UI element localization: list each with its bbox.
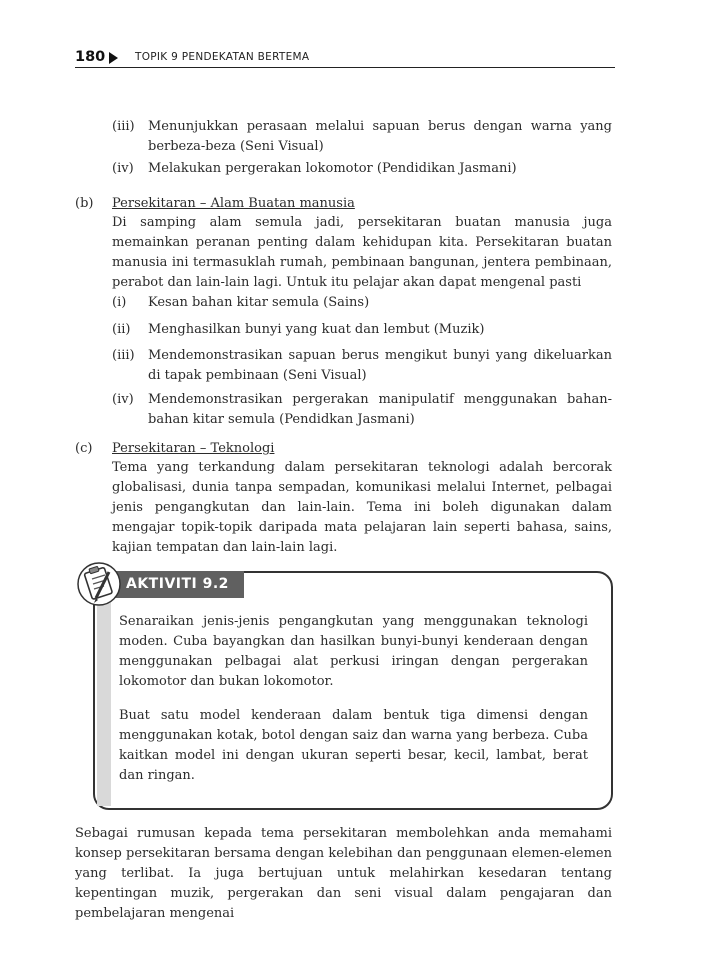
activity-side-shade bbox=[97, 596, 111, 806]
list-item bbox=[112, 390, 612, 430]
list-item-text: Kesan bahan kitar semula (Sains) bbox=[148, 295, 370, 310]
section-b-paragraph: Di samping alam semula jadi, persekitaran buatan manusia juga memainkan peranan penting dalam kehidupan kita. Persekitaran buatan manusia ini termasuklah rumah, pembinaan bangunan, jentera pembinaan, perabot dan lain-lain lagi. Untuk itu pelajar akan dapat mengenal pasti bbox=[112, 215, 612, 290]
list-item-label: (iii) bbox=[112, 119, 135, 134]
activity-title: AKTIVITI 9.2 bbox=[114, 571, 244, 598]
activity-paragraph-2: Buat satu model kenderaan dalam bentuk tiga dimensi dengan menggunakan kotak, botol dengan saiz dan warna yang berbeza. Cuba kaitkan model ini dengan ukuran seperti besar, kecil, lambat, berat dan ringan. bbox=[119, 708, 588, 783]
section-c-heading: Persekitaran – Teknologi bbox=[112, 441, 275, 456]
list-item bbox=[112, 117, 612, 157]
list-item bbox=[112, 320, 612, 340]
section-c-label: (c) bbox=[75, 441, 93, 456]
list-item-label: (iv) bbox=[112, 392, 134, 407]
list-item-label: (ii) bbox=[112, 322, 131, 337]
list-item-label: (i) bbox=[112, 295, 127, 310]
section-b-heading: Persekitaran – Alam Buatan manusia bbox=[112, 196, 355, 211]
conclusion-paragraph: Sebagai rumusan kepada tema persekitaran membolehkan anda memahami konsep persekitaran bersama dengan kelebihan dan penggunaan elemen-elemen yang terlibat. Ia juga bertujuan untuk melahirkan kesedaran tentang kepentingan muzik, pergerakan dan seni visual dalam pengajaran dan pembelajaran mengenai bbox=[75, 826, 612, 921]
clipboard-pencil-icon bbox=[76, 560, 122, 608]
activity-paragraph-1: Senaraikan jenis-jenis pengangkutan yang menggunakan teknologi moden. Cuba bayangkan dan hasilkan bunyi-bunyi kenderaan dengan menggunakan pelbagai alat perkusi iringan dengan pergerakan lokomotor dan bukan lokomotor. bbox=[119, 614, 588, 689]
list-item-text: Mendemonstrasikan sapuan berus mengikut bunyi yang dikeluarkan di tapak pembinaan (Seni Visual) bbox=[148, 348, 612, 383]
page-number: 180 bbox=[75, 49, 106, 65]
header-divider bbox=[75, 67, 615, 68]
section-b-label: (b) bbox=[75, 196, 94, 211]
list-item-label: (iii) bbox=[112, 348, 135, 363]
list-item bbox=[112, 346, 612, 386]
page-header bbox=[75, 49, 615, 71]
topic-title: TOPIK 9 PENDEKATAN BERTEMA bbox=[135, 51, 310, 63]
list-item bbox=[112, 159, 612, 179]
list-item-label: (iv) bbox=[112, 161, 134, 176]
section-c-paragraph: Tema yang terkandung dalam persekitaran teknologi adalah bercorak globalisasi, dunia tanpa sempadan, komunikasi melalui Internet, pelbagai jenis pengangkutan dan lain-lain. Tema ini boleh digunakan dalam mengajar topik-topik daripada mata pelajaran lain seperti bahasa, sains, kajian tempatan dan lain-lain lagi. bbox=[112, 460, 612, 555]
list-item-text: Menghasilkan bunyi yang kuat dan lembut (Muzik) bbox=[148, 322, 485, 337]
list-item bbox=[112, 293, 612, 313]
list-item-text: Melakukan pergerakan lokomotor (Pendidikan Jasmani) bbox=[148, 161, 517, 176]
play-arrow-icon bbox=[109, 52, 118, 64]
list-item-text: Mendemonstrasikan pergerakan manipulatif menggunakan bahan-bahan kitar semula (Pendidkan Jasmani) bbox=[148, 392, 612, 427]
list-item-text: Menunjukkan perasaan melalui sapuan berus dengan warna yang berbeza-beza (Seni Visual) bbox=[148, 119, 612, 154]
